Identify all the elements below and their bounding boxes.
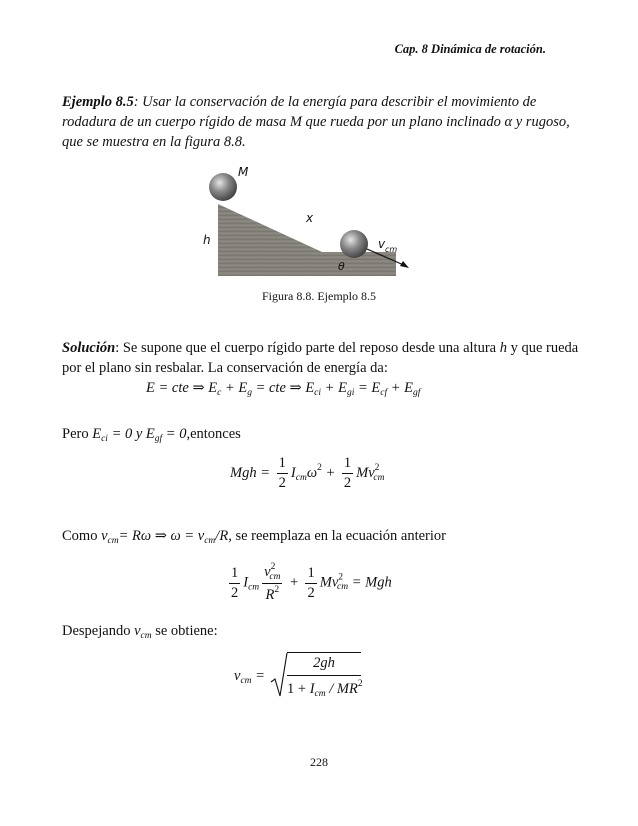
eq3-v-sq: 2 xyxy=(270,562,276,572)
eq3-cm-sub: cm xyxy=(248,582,260,593)
eq4-cm-sub-2: cm xyxy=(314,689,326,699)
pero-E: E xyxy=(92,426,102,442)
eq3-half-2 xyxy=(305,565,316,602)
sphere-top xyxy=(209,173,237,201)
eq2-half-1-den: 2 xyxy=(278,475,286,491)
eq3-half-2-den: 2 xyxy=(307,584,315,601)
pero-line xyxy=(62,424,582,449)
eq1-gi-sub: gi xyxy=(346,388,355,398)
eq3-rhs: = Mgh xyxy=(348,574,392,591)
velocity-label: v xyxy=(378,237,386,251)
substituted-equation xyxy=(226,562,392,604)
despejando-v: v xyxy=(134,623,141,639)
eq4-numerator: 2gh xyxy=(313,655,335,671)
eq3-frac-den xyxy=(262,584,282,604)
eq4-equals: = xyxy=(251,668,265,684)
eq4-I: I xyxy=(309,681,315,697)
eq4-v: v xyxy=(234,668,241,684)
eq1-plus-3: + xyxy=(387,380,405,396)
eq1-Eg: E xyxy=(238,380,248,396)
eq2-Mv: Mv xyxy=(356,464,375,481)
eq3-Mv-cm-sub: cm xyxy=(337,582,349,593)
pero-text: Pero xyxy=(62,426,93,442)
despejando-cm-sub: cm xyxy=(140,631,152,641)
example-text-end: y rugoso, que se muestra en la figura 8.8. xyxy=(62,114,570,150)
eq1-equals: = xyxy=(154,380,172,396)
eq3-R: R xyxy=(265,587,275,603)
eq2-sq-2: 2 xyxy=(374,462,380,473)
eq2-half-2-num: 1 xyxy=(342,455,353,474)
ground-strip xyxy=(218,252,396,276)
example-text: : Usar la conservación de la energía para describir el movimiento de rodadura de un cuerpo rígido de masa M que rueda por un plano inclinado xyxy=(62,94,537,130)
solution-h: h xyxy=(499,340,507,356)
eq2-half-1-num: 1 xyxy=(277,455,288,474)
eq3-half-1 xyxy=(229,565,240,602)
eq1-Egi: E xyxy=(338,380,347,396)
eq2-cm-sub-2: cm xyxy=(373,472,385,483)
eq2-equals: = xyxy=(256,464,274,481)
pero-E2: E xyxy=(145,426,155,442)
eq3-v: v xyxy=(264,564,271,580)
eq1-ci-sub: ci xyxy=(314,388,322,398)
eq3-plus: + xyxy=(285,574,303,591)
radicand-fraction-bar xyxy=(287,675,361,676)
pero-ci-sub: ci xyxy=(101,434,108,444)
radicand-denominator xyxy=(287,679,361,699)
eq1-plus-2: + xyxy=(321,380,339,396)
eq1-Ec: E xyxy=(208,380,218,396)
solution-label: Solución xyxy=(62,340,116,356)
velocity-arrowhead xyxy=(400,261,409,268)
eq4-sq: 2 xyxy=(357,679,363,689)
eq2-cm-sub: cm xyxy=(295,472,307,483)
eq1-equals-2: = xyxy=(251,380,269,396)
como-slash-R: /R xyxy=(215,528,229,544)
pero-y: y xyxy=(132,426,146,442)
sphere-bottom xyxy=(340,230,368,258)
eq3-half-2-num: 1 xyxy=(305,565,316,584)
como-text-end: , se reemplaza en la ecuación anterior xyxy=(228,528,446,544)
eq1-Eci: E xyxy=(305,380,315,396)
eq3-I: I xyxy=(243,574,249,591)
eq1-cf-sub: cf xyxy=(380,388,388,398)
figure-incline xyxy=(196,158,426,280)
eq2-I: I xyxy=(290,464,296,481)
figure-caption: Figura 8.8. Ejemplo 8.5 xyxy=(262,289,376,303)
despejando-line xyxy=(62,621,582,646)
angle-label: θ xyxy=(338,260,345,273)
eq4-den-one: 1 + xyxy=(287,681,310,697)
eq1-E: E xyxy=(146,380,155,396)
final-velocity-lhs xyxy=(234,668,265,686)
eq1-implies: ⇒ xyxy=(188,380,209,396)
mass-label: M xyxy=(238,165,249,179)
eq2-plus: + xyxy=(321,464,339,481)
distance-label: x xyxy=(306,211,314,225)
eq2-half-2 xyxy=(342,455,353,492)
eq2-half-1 xyxy=(277,455,288,492)
pero-entonces: entonces xyxy=(190,426,241,442)
height-label: h xyxy=(203,233,211,247)
eq3-half-1-den: 2 xyxy=(231,584,239,601)
como-cm-sub-2: cm xyxy=(204,536,216,546)
eq1-c-sub: c xyxy=(217,388,222,398)
eq3-frac-num xyxy=(262,562,282,584)
eq1-g-sub: g xyxy=(247,388,252,398)
como-text: Como xyxy=(62,528,102,544)
pero-gf-sub: gf xyxy=(154,434,163,444)
eq3-Mv-sq: 2 xyxy=(338,572,343,583)
pero-eq-zero-2: = 0, xyxy=(162,426,191,442)
eq2-sq: 2 xyxy=(317,462,322,473)
eq1-gf-sub: gf xyxy=(413,388,421,398)
como-cm-sub: cm xyxy=(107,536,119,546)
como-line xyxy=(62,526,582,551)
eq3-half-1-num: 1 xyxy=(229,565,240,584)
eq2-omega: ω xyxy=(306,464,318,481)
despejando-text-end: se obtiene: xyxy=(151,623,218,639)
como-relation: = Rω ⇒ ω = xyxy=(118,528,198,544)
solution-paragraph xyxy=(62,338,582,378)
example-paragraph xyxy=(62,92,582,152)
solution-text: : Se supone que el cuerpo rígido parte del reposo desde una altura xyxy=(115,340,500,356)
solution-text-end: y que rueda por el plano sin resbalar. La conservación de energía da: xyxy=(62,340,579,376)
velocity-label-sub: cm xyxy=(385,245,398,254)
eq4-den-MR: / MR xyxy=(325,681,358,697)
alpha-symbol: α xyxy=(504,114,513,130)
eq1-Egf: E xyxy=(404,380,413,396)
page-number: 228 xyxy=(310,755,328,769)
energy-equation-2 xyxy=(230,455,384,492)
eq1-cte-2: cte xyxy=(269,380,286,396)
eq1-Ecf: E xyxy=(371,380,381,396)
eq1-equals-3: = xyxy=(354,380,372,396)
eq3-R-sq: 2 xyxy=(274,585,280,595)
como-v: v xyxy=(101,528,108,544)
example-label: Ejemplo 8.5 xyxy=(62,94,134,110)
como-v2: v xyxy=(197,528,205,544)
radicand-numerator xyxy=(287,655,361,672)
eq1-implies-2: ⇒ xyxy=(285,380,306,396)
square-root-icon xyxy=(270,652,288,698)
eq4-cm-sub: cm xyxy=(240,676,252,686)
eq1-cte: cte xyxy=(171,380,189,396)
eq2-half-2-den: 2 xyxy=(343,475,352,491)
energy-equation xyxy=(146,380,420,398)
eq3-Mv: Mv xyxy=(319,574,339,591)
eq2-lhs: Mgh xyxy=(230,464,257,481)
despejando-text: Despejando xyxy=(62,623,135,639)
eq3-v-cm-sub: cm xyxy=(269,572,281,582)
page-header: Cap. 8 Dinámica de rotación. xyxy=(394,42,546,56)
pero-eq-zero: = 0 xyxy=(107,426,133,442)
eq1-plus: + xyxy=(221,380,239,396)
radical-bar xyxy=(287,652,361,653)
eq3-v-over-R xyxy=(262,562,282,604)
